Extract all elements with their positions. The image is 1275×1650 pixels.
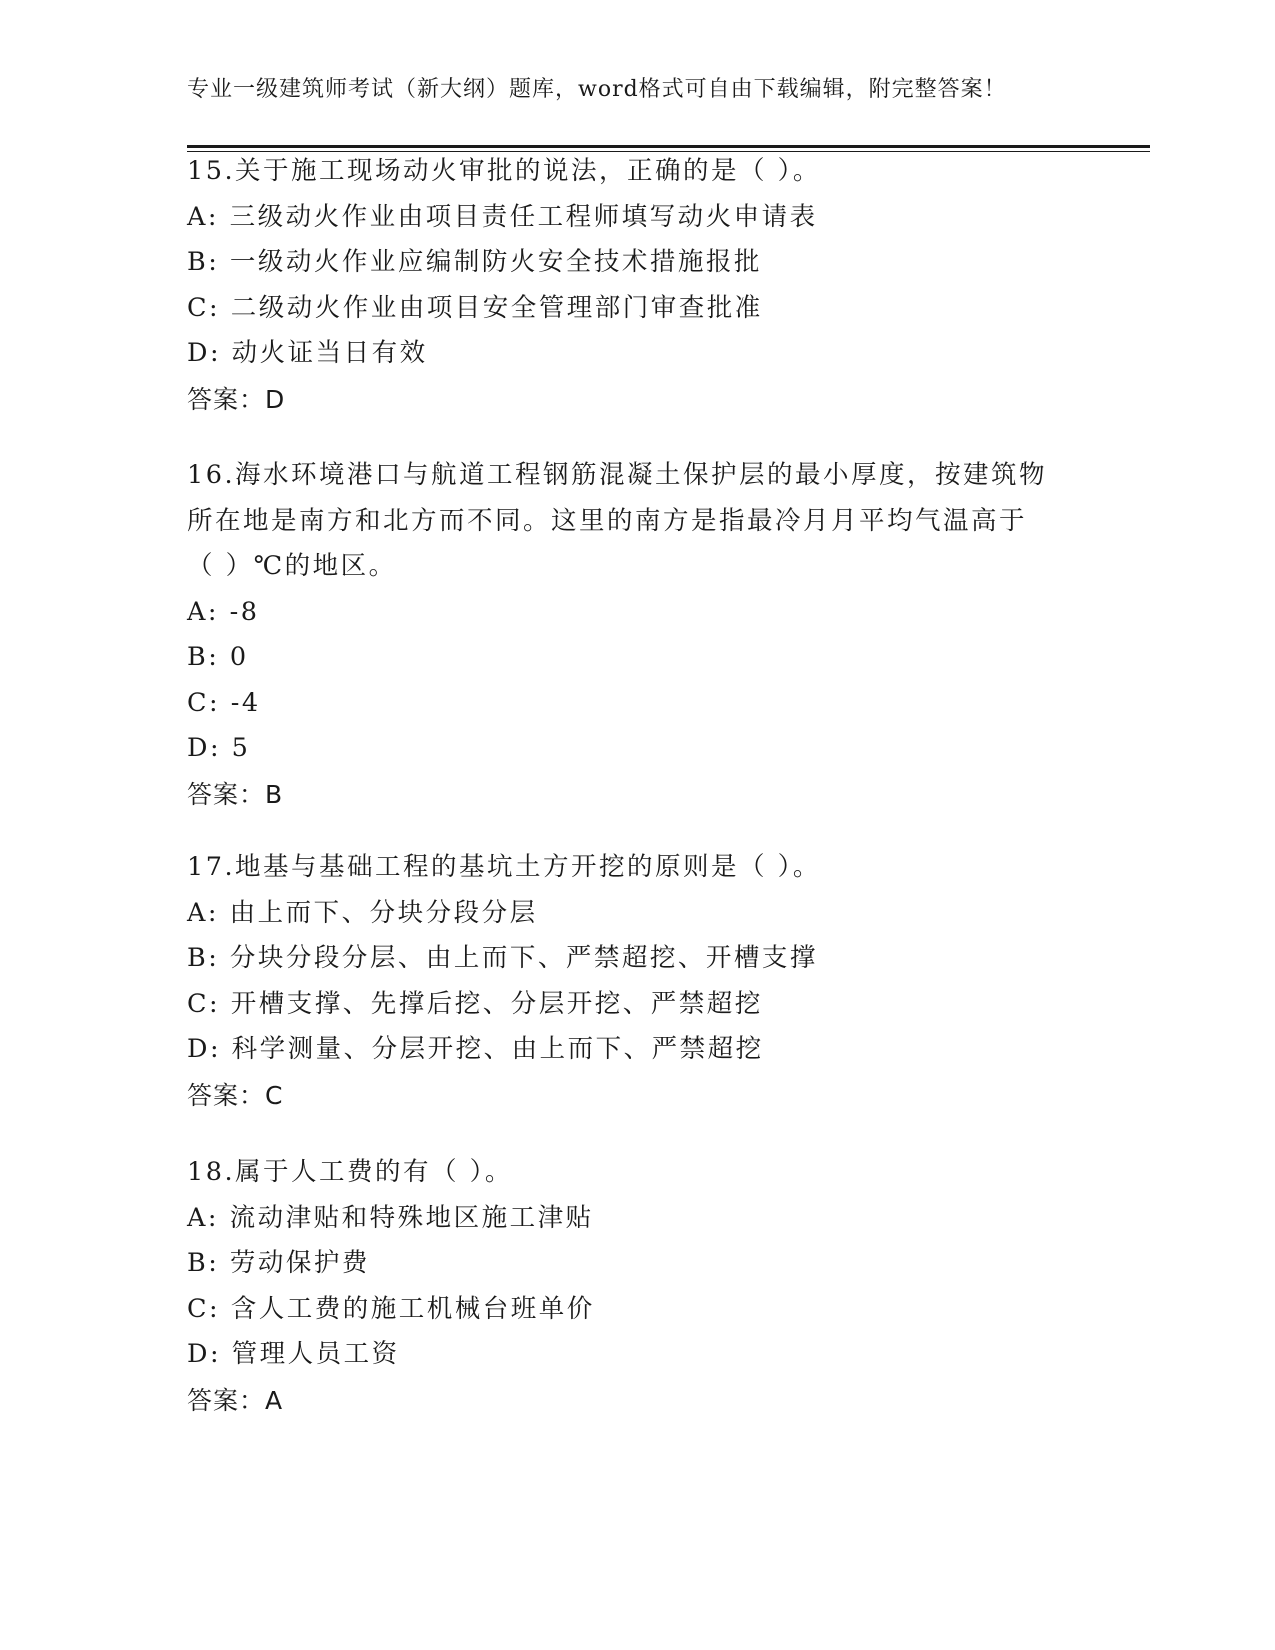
question-stem-line-2: 所在地是南方和北方而不同。这里的南方是指最冷月月平均气温高于: [187, 505, 1028, 536]
question-16: [187, 453, 1087, 817]
option-b: B: 一级动火作业应编制防火安全技术措施报批: [187, 247, 762, 277]
question-stem: 18.属于人工费的有（ ）。: [187, 1157, 513, 1187]
question-stem: 15.关于施工现场动火审批的说法，正确的是（ ）。: [187, 156, 821, 186]
question-18: [187, 1150, 1087, 1423]
option-b: B: 0: [187, 642, 249, 672]
option-a: A: 由上而下、分块分段分层: [187, 897, 538, 928]
option-d: D: 科学测量、分层开挖、由上而下、严禁超挖: [187, 1034, 764, 1064]
answer: 答案：B: [187, 779, 284, 809]
option-c: C: 二级动火作业由项目安全管理部门审查批准: [187, 292, 763, 323]
question-stem: 17.地基与基础工程的基坑土方开挖的原则是（ ）。: [187, 852, 821, 882]
option-a: A: 三级动火作业由项目责任工程师填写动火申请表: [187, 201, 818, 232]
header-divider: [187, 145, 1150, 148]
option-d: D: 5: [187, 733, 251, 763]
page-header: 专业一级建筑师考试（新大纲）题库，word格式可自由下载编辑，附完整答案！: [187, 77, 1007, 102]
option-d: D: 管理人员工资: [187, 1339, 400, 1369]
answer: 答案：A: [187, 1385, 284, 1415]
question-stem-line-1: 16.海水环境港口与航道工程钢筋混凝土保护层的最小厚度，按建筑物: [187, 460, 1048, 490]
option-a: A: 流动津贴和特殊地区施工津贴: [187, 1202, 594, 1233]
option-b: B: 劳动保护费: [187, 1248, 370, 1278]
answer: 答案：D: [187, 384, 286, 414]
option-b: B: 分块分段分层、由上而下、严禁超挖、开槽支撑: [187, 943, 818, 973]
option-d: D: 动火证当日有效: [187, 338, 428, 368]
question-15: [187, 149, 1087, 422]
answer: 答案：C: [187, 1080, 284, 1110]
option-c: C: 含人工费的施工机械台班单价: [187, 1293, 595, 1324]
question-stem-line-3: （ ）℃的地区。: [187, 551, 397, 581]
option-a: A: -8: [187, 596, 260, 627]
option-c: C: -4: [187, 687, 261, 718]
question-17: [187, 845, 1087, 1118]
option-c: C: 开槽支撑、先撑后挖、分层开挖、严禁超挖: [187, 988, 763, 1019]
